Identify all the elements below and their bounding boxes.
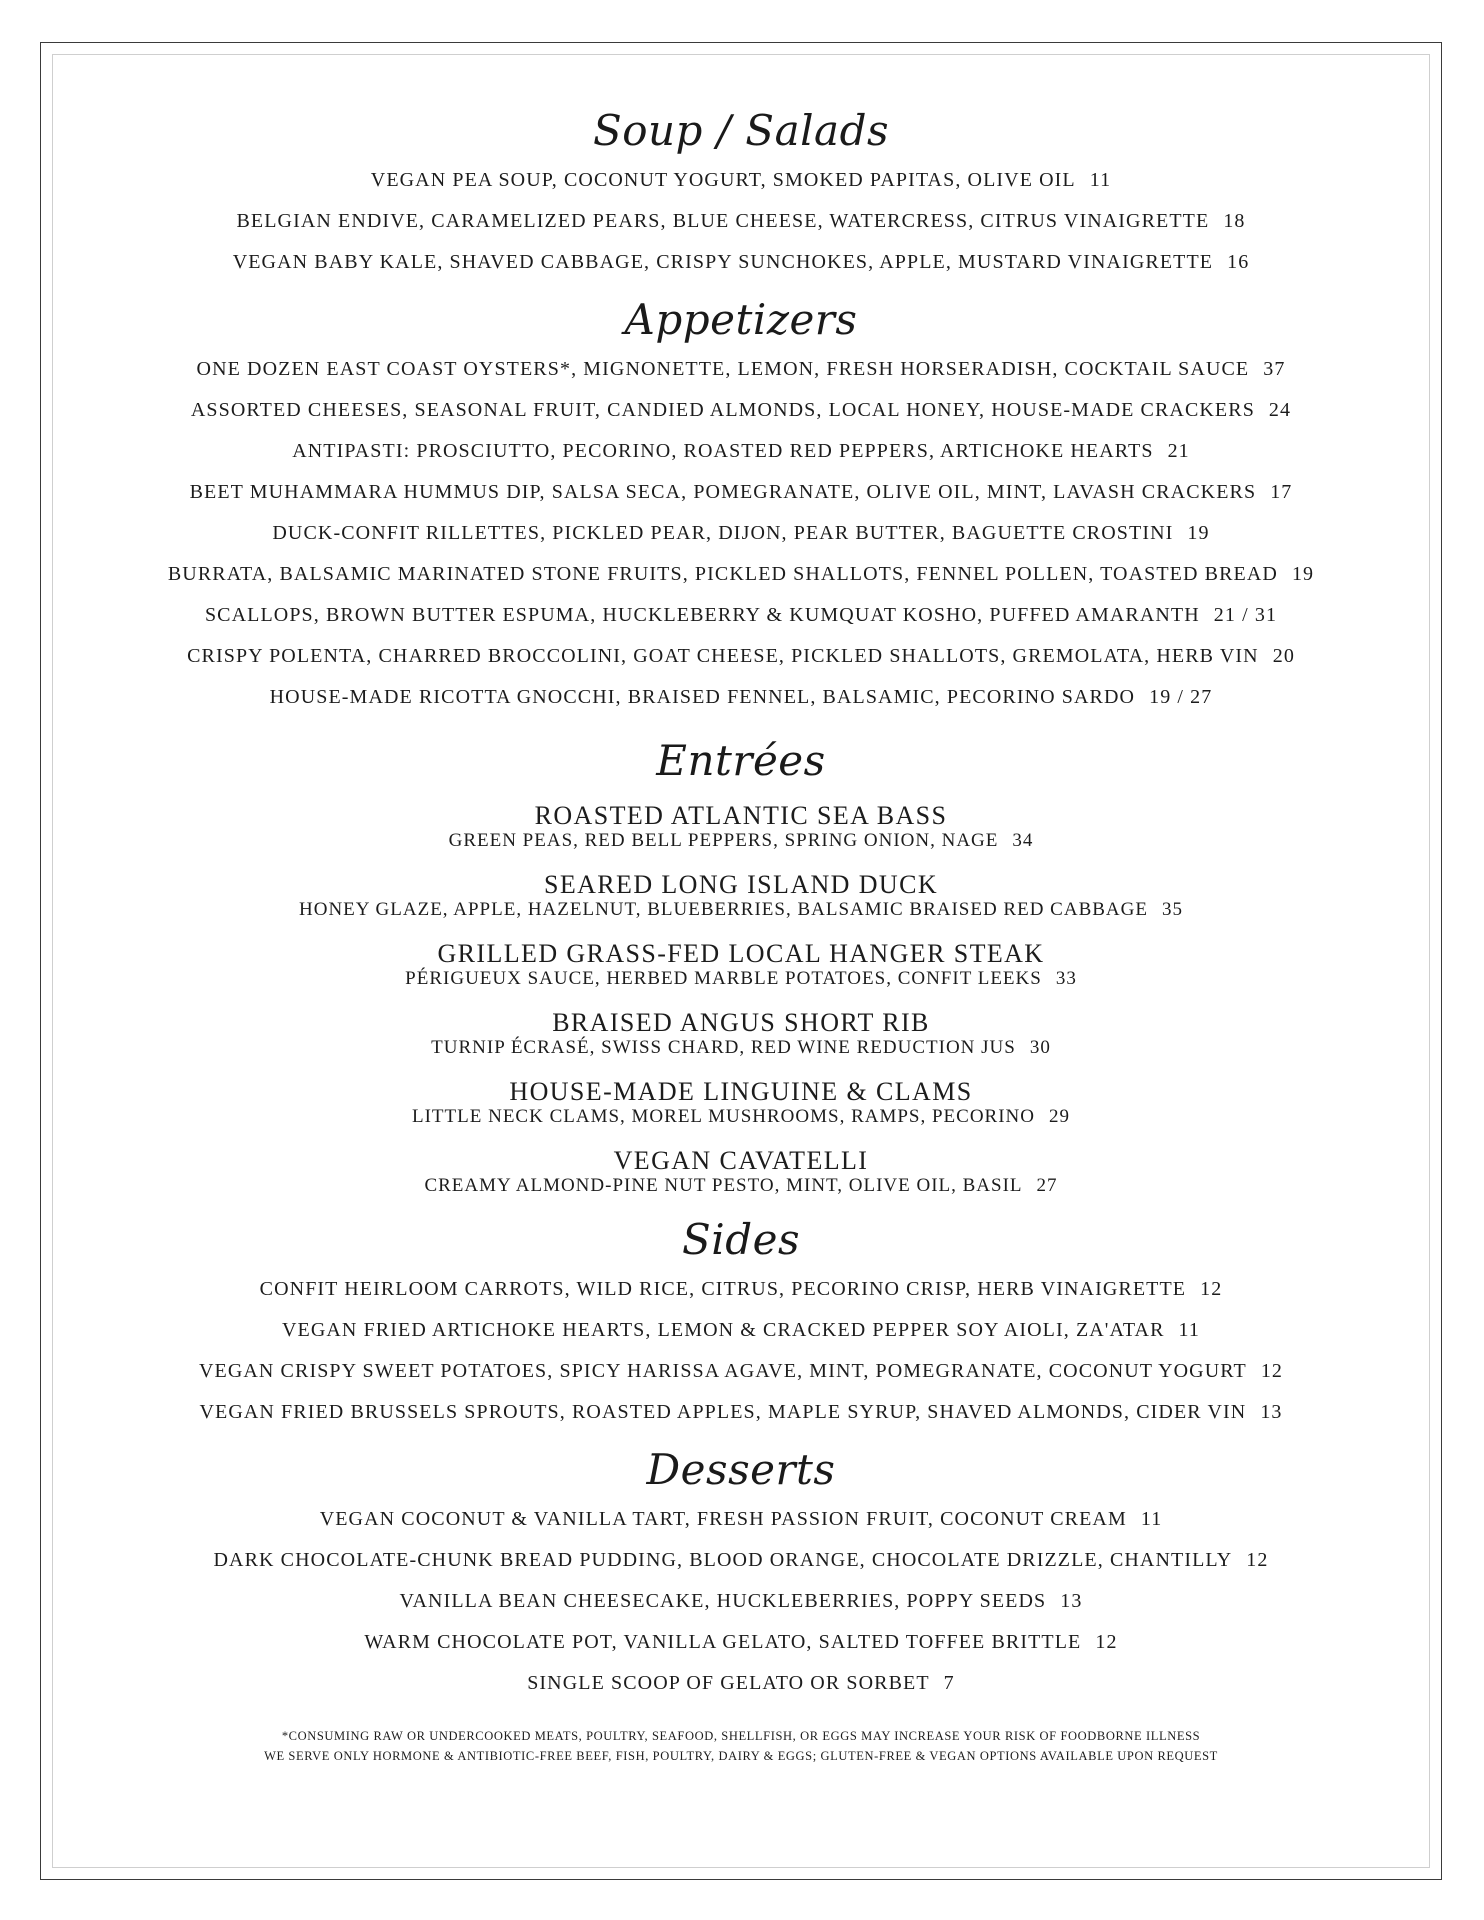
- entree-item: [52, 1009, 1430, 1059]
- item-description: CONFIT HEIRLOOM CARROTS, WILD RICE, CITRUS, PECORINO CRISP, HERB VINAIGRETTE: [259, 1278, 1187, 1300]
- section-title: Soup / Salads: [592, 106, 890, 155]
- entree-description: CREAMY ALMOND-PINE NUT PESTO, MINT, OLIVE OIL, BASIL 27: [424, 1175, 1058, 1196]
- section-title: Sides: [682, 1215, 800, 1264]
- menu-page: [52, 54, 1430, 1766]
- entree-item: [52, 802, 1430, 852]
- item-price: 20: [1272, 645, 1295, 667]
- entree-description: TURNIP ÉCRASÉ, SWISS CHARD, RED WINE REDUCTION JUS 30: [431, 1037, 1051, 1058]
- menu-item: [52, 242, 1430, 283]
- entree-name: BRAISED ANGUS SHORT RIB: [552, 1008, 930, 1037]
- item-price: 7: [943, 1672, 955, 1694]
- item-price: 24: [1268, 399, 1292, 421]
- entree-item: [52, 1147, 1430, 1197]
- entree-name: SEARED LONG ISLAND DUCK: [543, 870, 939, 899]
- item-price: 29: [1049, 1106, 1070, 1127]
- item-description: VEGAN CRISPY SWEET POTATOES, SPICY HARISSA AGAVE, MINT, POMEGRANATE, COCONUT YOGURT: [198, 1360, 1247, 1382]
- menu-item: [52, 1540, 1430, 1581]
- menu-item: [52, 472, 1430, 513]
- menu-item: [52, 554, 1430, 595]
- section-soup-salads: [52, 106, 1430, 283]
- entree-item: [52, 871, 1430, 921]
- item-description: BEET MUHAMMARA HUMMUS DIP, SALSA SECA, POMEGRANATE, OLIVE OIL, MINT, LAVASH CRACKERS: [189, 481, 1257, 503]
- item-price: 18: [1223, 210, 1246, 232]
- item-price: 13: [1060, 1590, 1083, 1612]
- footnotes: [52, 1726, 1430, 1766]
- item-description: VEGAN FRIED ARTICHOKE HEARTS, LEMON & CRACKED PEPPER SOY AIOLI, ZA'ATAR: [281, 1319, 1165, 1341]
- menu-item: [52, 431, 1430, 472]
- item-price: 11: [1089, 169, 1112, 191]
- entree-name: ROASTED ATLANTIC SEA BASS: [534, 801, 948, 830]
- section-title: Entrées: [656, 736, 826, 785]
- item-price: 19: [1291, 563, 1315, 585]
- item-price: 11: [1140, 1508, 1163, 1530]
- item-price: 30: [1029, 1037, 1051, 1058]
- menu-item: [52, 1663, 1430, 1704]
- item-price: 37: [1263, 358, 1286, 380]
- entree-description: GREEN PEAS, RED BELL PEPPERS, SPRING ONION, NAGE 34: [448, 830, 1034, 851]
- menu-item: [52, 1581, 1430, 1622]
- item-price: 35: [1161, 899, 1183, 920]
- menu-item: [52, 201, 1430, 242]
- item-description: BURRATA, BALSAMIC MARINATED STONE FRUITS, PICKLED SHALLOTS, FENNEL POLLEN, TOASTED BREAD: [167, 563, 1278, 585]
- item-description: BELGIAN ENDIVE, CARAMELIZED PEARS, BLUE CHEESE, WATERCRESS, CITRUS VINAIGRETTE: [236, 210, 1210, 232]
- item-price: 12: [1095, 1631, 1118, 1653]
- item-description: VEGAN FRIED BRUSSELS SPROUTS, ROASTED APPLES, MAPLE SYRUP, SHAVED ALMONDS, CIDER VIN: [199, 1401, 1247, 1423]
- entree-description: LITTLE NECK CLAMS, MOREL MUSHROOMS, RAMPS, PECORINO 29: [412, 1106, 1070, 1127]
- section-desserts: [52, 1445, 1430, 1704]
- item-price: 12: [1200, 1278, 1223, 1300]
- item-description: HOUSE-MADE RICOTTA GNOCCHI, BRAISED FENNEL, BALSAMIC, PECORINO SARDO: [269, 686, 1136, 708]
- menu-item: [52, 677, 1430, 718]
- item-description: SINGLE SCOOP OF GELATO OR SORBET: [527, 1672, 930, 1694]
- item-description: VEGAN BABY KALE, SHAVED CABBAGE, CRISPY SUNCHOKES, APPLE, MUSTARD VINAIGRETTE: [232, 251, 1214, 273]
- section-title: Desserts: [646, 1445, 836, 1494]
- item-description: ONE DOZEN EAST COAST OYSTERS*, MIGNONETTE, LEMON, FRESH HORSERADISH, COCKTAIL SAUCE: [196, 358, 1250, 380]
- item-description: DUCK-CONFIT RILLETTES, PICKLED PEAR, DIJON, PEAR BUTTER, BAGUETTE CROSTINI: [272, 522, 1174, 544]
- item-price: 12: [1246, 1549, 1269, 1571]
- entree-name: VEGAN CAVATELLI: [613, 1146, 869, 1175]
- item-description: VANILLA BEAN CHEESECAKE, HUCKLEBERRIES, POPPY SEEDS: [399, 1590, 1047, 1612]
- item-price: 11: [1178, 1319, 1200, 1341]
- item-price: 12: [1260, 1360, 1284, 1382]
- menu-item: [52, 349, 1430, 390]
- menu-item: [52, 1351, 1430, 1392]
- item-price: 21: [1167, 440, 1190, 462]
- entree-item: [52, 940, 1430, 990]
- item-price: 34: [1012, 830, 1034, 851]
- entree-name: GRILLED GRASS-FED LOCAL HANGER STEAK: [437, 939, 1045, 968]
- menu-item: [52, 1622, 1430, 1663]
- item-price: 19: [1187, 522, 1210, 544]
- item-price: 13: [1260, 1401, 1283, 1423]
- item-description: ANTIPASTI: PROSCIUTTO, PECORINO, ROASTED RED PEPPERS, ARTICHOKE HEARTS: [292, 440, 1154, 462]
- item-price: 33: [1055, 968, 1077, 989]
- item-price: 21 / 31: [1213, 604, 1278, 626]
- entree-description: PÉRIGUEUX SAUCE, HERBED MARBLE POTATOES, CONFIT LEEKS 33: [405, 968, 1077, 989]
- item-description: VEGAN PEA SOUP, COCONUT YOGURT, SMOKED PAPITAS, OLIVE OIL: [370, 169, 1076, 191]
- item-description: ASSORTED CHEESES, SEASONAL FRUIT, CANDIED ALMONDS, LOCAL HONEY, HOUSE-MADE CRACKERS: [190, 399, 1255, 421]
- menu-item: [52, 1392, 1430, 1433]
- item-description: SCALLOPS, BROWN BUTTER ESPUMA, HUCKLEBERRY & KUMQUAT KOSHO, PUFFED AMARANTH: [204, 604, 1200, 626]
- item-price: 27: [1036, 1175, 1058, 1196]
- menu-item: [52, 390, 1430, 431]
- menu-item: [52, 513, 1430, 554]
- menu-item: [52, 1499, 1430, 1540]
- item-description: WARM CHOCOLATE POT, VANILLA GELATO, SALTED TOFFEE BRITTLE: [364, 1631, 1082, 1653]
- menu-item: [52, 1269, 1430, 1310]
- item-price: 17: [1270, 481, 1293, 503]
- item-price: 16: [1227, 251, 1250, 273]
- entree-name: HOUSE-MADE LINGUINE & CLAMS: [509, 1077, 973, 1106]
- section-sides: [52, 1215, 1430, 1433]
- menu-item: [52, 595, 1430, 636]
- footnote-raw-food-warning: *CONSUMING RAW OR UNDERCOOKED MEATS, POULTRY, SEAFOOD, SHELLFISH, OR EGGS MAY INCREASE YOUR RISK OF FOODBORNE ILLNESS: [281, 1729, 1201, 1743]
- entree-item: [52, 1078, 1430, 1128]
- section-appetizers: [52, 295, 1430, 718]
- menu-item: [52, 160, 1430, 201]
- entree-description: HONEY GLAZE, APPLE, HAZELNUT, BLUEBERRIES, BALSAMIC BRAISED RED CABBAGE 35: [299, 899, 1183, 920]
- item-description: VEGAN COCONUT & VANILLA TART, FRESH PASSION FRUIT, COCONUT CREAM: [319, 1508, 1127, 1530]
- item-price: 19 / 27: [1149, 686, 1213, 708]
- item-description: DARK CHOCOLATE-CHUNK BREAD PUDDING, BLOOD ORANGE, CHOCOLATE DRIZZLE, CHANTILLY: [213, 1549, 1233, 1571]
- section-title: Appetizers: [624, 295, 858, 344]
- menu-item: [52, 1310, 1430, 1351]
- item-description: CRISPY POLENTA, CHARRED BROCCOLINI, GOAT CHEESE, PICKLED SHALLOTS, GREMOLATA, HERB VIN: [187, 645, 1259, 667]
- menu-item: [52, 636, 1430, 677]
- footnote-sourcing: WE SERVE ONLY HORMONE & ANTIBIOTIC-FREE BEEF, FISH, POULTRY, DAIRY & EGGS; GLUTEN-FREE & VEGAN OPTIONS AVAILABLE UPON REQUEST: [264, 1749, 1218, 1763]
- section-entrees: [52, 736, 1430, 1197]
